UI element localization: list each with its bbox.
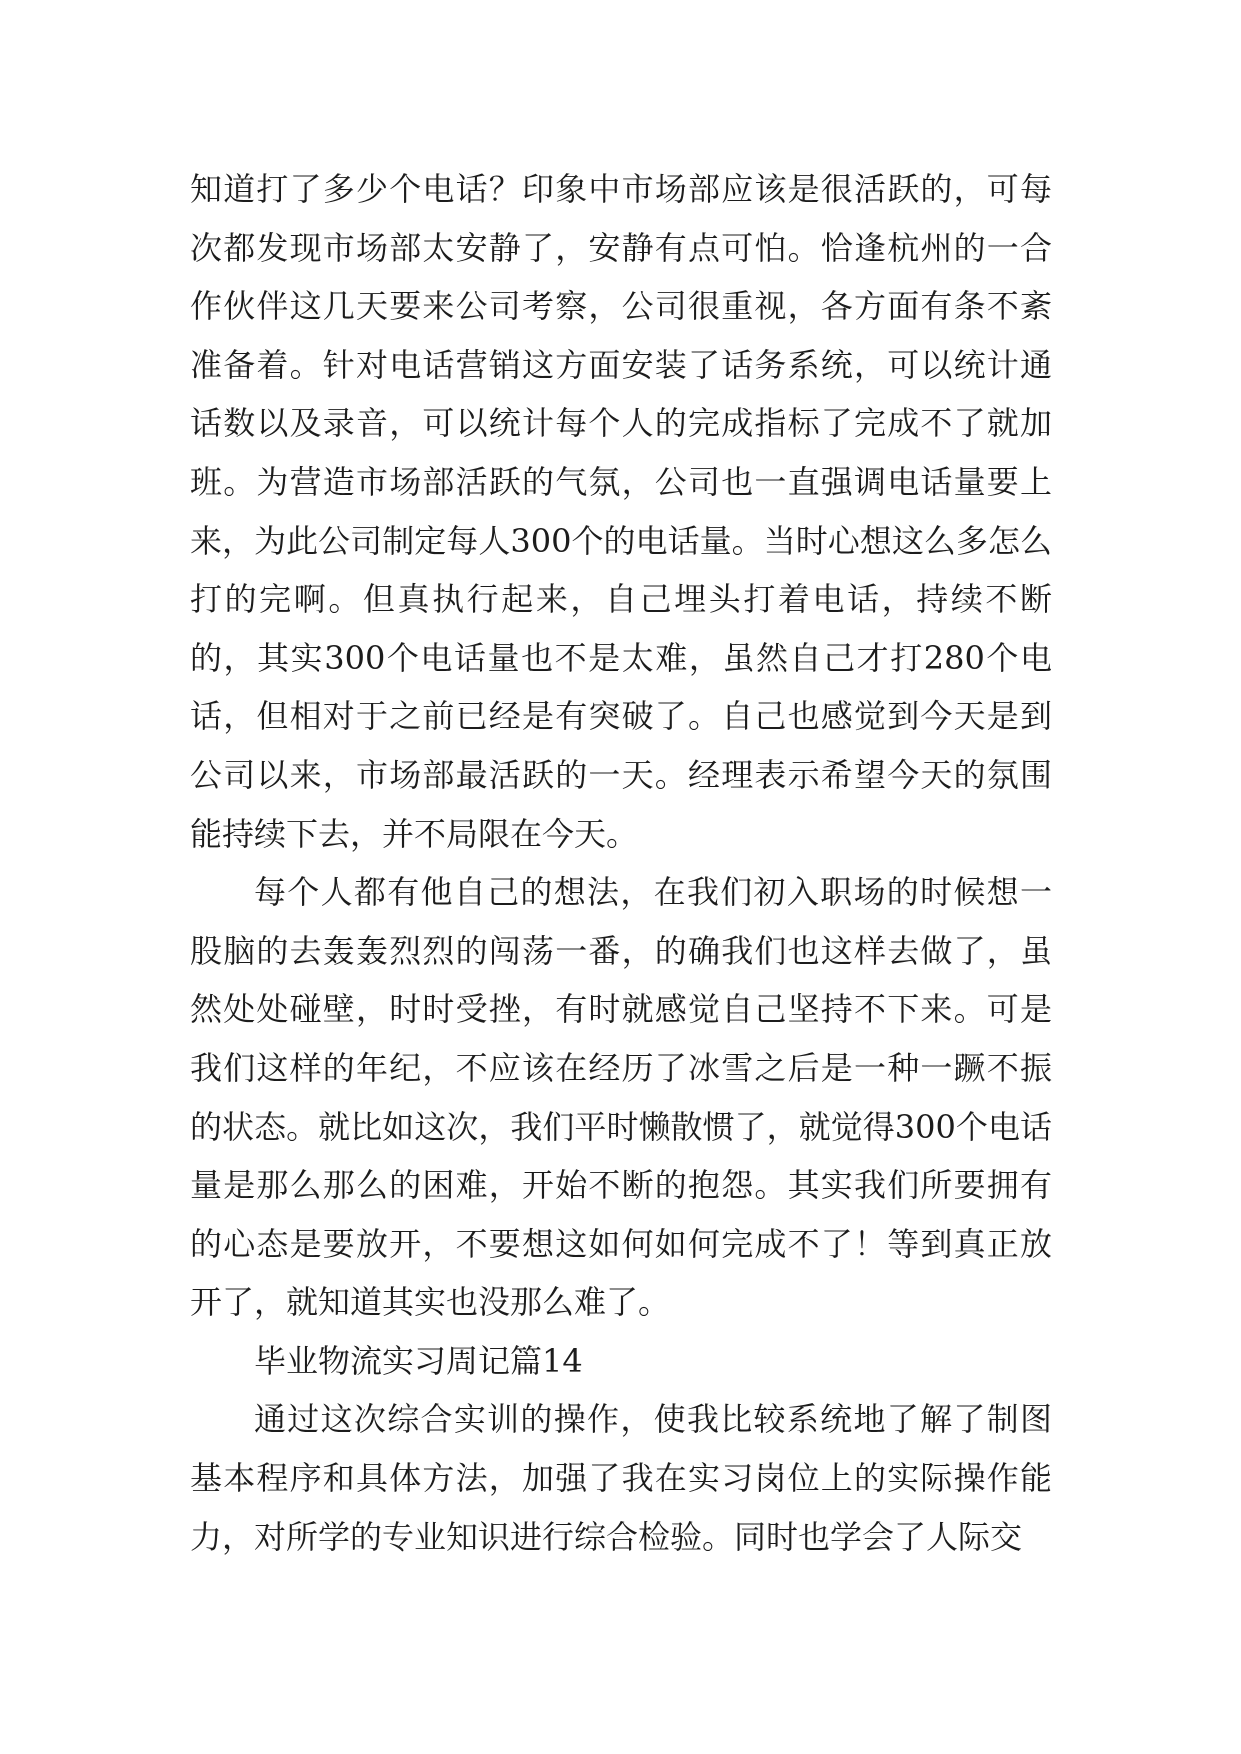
- section-heading: 毕业物流实习周记篇14: [254, 1341, 583, 1380]
- document-body: [190, 160, 1052, 1566]
- paragraph-continuation: 知道打了多少个电话？印象中市场部应该是很活跃的，可每次都发现市场部太安静了，安静有点可怕。恰逢杭州的一合作伙伴这几天要来公司考察，公司很重视，各方面有条不紊准备着。针对电话营销这方面安装了话务系统，可以统计通话数以及录音，可以统计每个人的完成指标了完成不了就加班。为营造市场部活跃的气氛，公司也一直强调电话量要上来，为此公司制定每人300个的电话量。当时心想这么多怎么打的完啊。但真执行起来，自己埋头打着电话，持续不断的，其实300个电话量也不是太难，虽然自己才打280个电话，但相对于之前已经是有突破了。自己也感觉到今天是到公司以来，市场部最活跃的一天。经理表示希望今天的氛围能持续下去，并不局限在今天。: [190, 170, 1052, 853]
- paragraph-training: 通过这次综合实训的操作，使我比较系统地了解了制图基本程序和具体方法，加强了我在实习岗位上的实际操作能力，对所学的专业知识进行综合检验。同时也学会了人际交: [190, 1400, 1052, 1556]
- paragraph-reflection: 每个人都有他自己的想法，在我们初入职场的时候想一股脑的去轰轰烈烈的闯荡一番，的确我们也这样去做了，虽然处处碰壁，时时受挫，有时就感觉自己坚持不下来。可是我们这样的年纪，不应该在经历了冰雪之后是一种一蹶不振的状态。就比如这次，我们平时懒散惯了，就觉得300个电话量是那么那么的困难，开始不断的抱怨。其实我们所要拥有的心态是要放开，不要想这如何如何完成不了！等到真正放开了，就知道其实也没那么难了。: [190, 873, 1052, 1322]
